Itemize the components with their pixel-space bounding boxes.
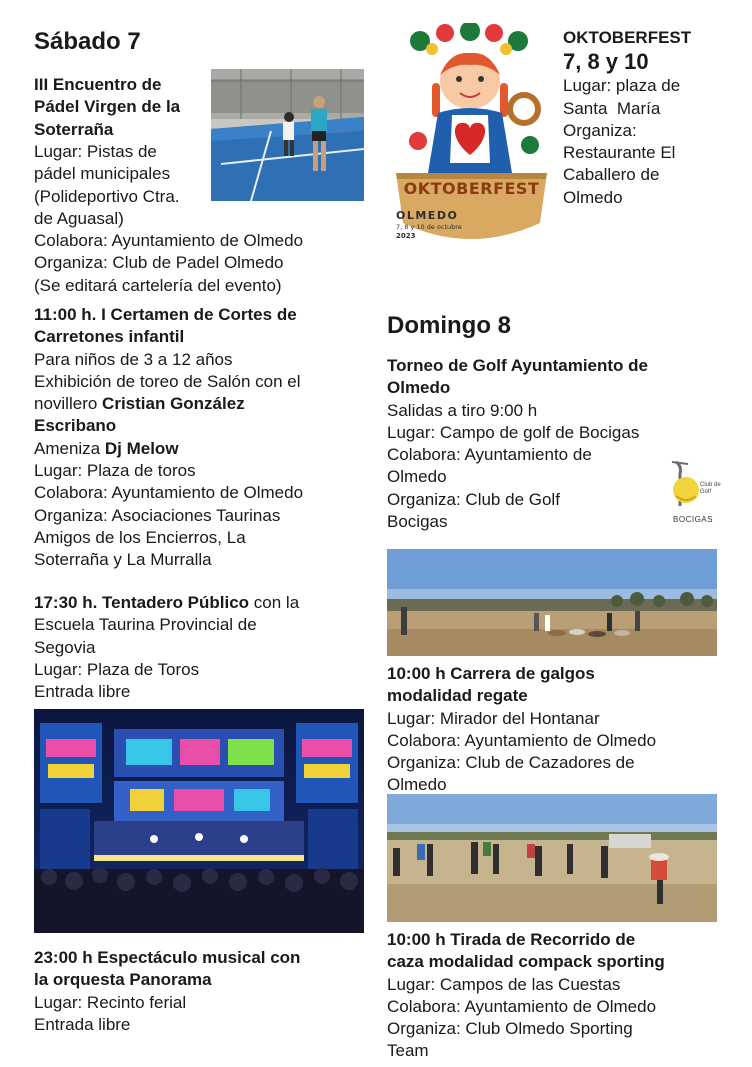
oktoberfest-title: OKTOBERFEST — [563, 28, 692, 47]
padel-title-line: III Encuentro de — [34, 75, 162, 94]
galgos-detail-line: Lugar: Mirador del Hontanar — [387, 708, 600, 728]
carretones-detail-line: Lugar: Plaza de toros — [34, 461, 196, 481]
padel-title-line: Pádel Virgen de la — [34, 97, 181, 117]
galgos-photo — [387, 549, 717, 656]
tirada-detail-line: Team — [387, 1041, 429, 1061]
golf-detail-line: Salidas a tiro 9:00 h — [387, 400, 538, 420]
tentadero-title: 17:30 h. Tentadero Público — [34, 593, 250, 612]
tirada-detail-line: Lugar: Campos de las Cuestas — [387, 974, 621, 994]
galgos-detail-line: Organiza: Club de Cazadores de — [387, 753, 635, 773]
golf-detail-line: Olmedo — [387, 467, 447, 487]
padel-detail-line: Colabora: Ayuntamiento de Olmedo — [34, 231, 304, 251]
poster-city: OLMEDO — [396, 209, 459, 222]
padel-event — [34, 74, 214, 141]
tentadero-detail-line: Lugar: Plaza de Toros — [34, 659, 200, 679]
oktoberfest-detail-line: Restaurante El — [563, 143, 676, 163]
oktoberfest-event — [563, 27, 743, 209]
panorama-title-line: la orquesta Panorama — [34, 970, 212, 990]
tentadero-detail-line: Entrada libre — [34, 682, 131, 702]
carretones-dj-name: Dj Melow — [104, 438, 179, 458]
padel-detail-line: Organiza: Club de Padel Olmedo — [34, 253, 284, 273]
padel-detail-line: (Se editará cartelería del evento) — [34, 275, 282, 295]
golf-detail-line: Colabora: Ayuntamiento de — [387, 445, 592, 465]
padel-photo — [211, 69, 364, 201]
oktoberfest-detail-line: Caballero de — [563, 165, 660, 185]
tirada-detail-line: Colabora: Ayuntamiento de Olmedo — [387, 996, 657, 1016]
concert-photo — [34, 709, 364, 933]
bocigas-name: BOCIGAS — [673, 515, 713, 524]
tentadero-detail-line: Segovia — [34, 637, 96, 657]
carretones-detail-line: Para niños de 3 a 12 años — [34, 349, 233, 369]
tirada-title-line: caza modalidad compack sporting — [387, 952, 665, 972]
padel-detail-line: pádel municipales — [34, 164, 171, 184]
oktoberfest-dates: 7, 8 y 10 — [563, 49, 649, 75]
poster-dates: 7, 8 y 10 de octubre — [396, 223, 462, 231]
carretones-detail-line — [34, 393, 374, 415]
panorama-detail-line: Lugar: Recinto ferial — [34, 992, 187, 1012]
carretones-ameniza-prefix: Ameniza — [34, 438, 105, 458]
carretones-detail-line: Amigos de los Encierros, La — [34, 527, 246, 547]
oktoberfest-detail-line: Olmedo — [563, 187, 623, 207]
golf-detail-line: Lugar: Campo de golf de Bocigas — [387, 422, 640, 442]
oktoberfest-detail-line: Organiza: — [563, 120, 637, 140]
panorama-detail-line: Entrada libre — [34, 1014, 131, 1034]
tentadero-title-rest: con la — [249, 593, 300, 612]
panorama-event — [34, 947, 374, 1036]
day-heading-saturday: Sábado 7 — [34, 28, 141, 55]
carretones-detail-line: Exhibición de toreo de Salón con el — [34, 371, 301, 391]
oktoberfest-detail-line: Santa María — [563, 98, 661, 118]
golf-title-line: Olmedo — [387, 378, 451, 398]
poster-year: 2023 — [396, 232, 416, 240]
galgos-title-line: modalidad regate — [387, 686, 528, 706]
golf-detail-line: Organiza: Club de Golf — [387, 489, 560, 509]
bocigas-logo — [662, 460, 722, 532]
bocigas-club-label: Club de Golf — [700, 482, 721, 495]
carretones-title-line: 11:00 h. I Certamen de Cortes de — [34, 305, 297, 324]
carretones-detail-line: Soterraña y La Murralla — [34, 550, 212, 570]
galgos-title-line: 10:00 h Carrera de galgos — [387, 664, 595, 683]
carretones-novillero-name: Cristian González — [102, 394, 245, 414]
carretones-detail-line: Colabora: Ayuntamiento de Olmedo — [34, 483, 304, 503]
poster-title: OKTOBERFEST — [403, 179, 540, 198]
galgos-detail-line: Colabora: Ayuntamiento de Olmedo — [387, 730, 657, 750]
padel-detail-line: Lugar: Pistas de — [34, 142, 157, 161]
tentadero-event — [34, 592, 374, 703]
galgos-event — [387, 663, 727, 797]
padel-detail-line: de Aguasal) — [34, 208, 124, 228]
oktoberfest-detail-line: Lugar: plaza de — [563, 76, 681, 96]
padel-title-line: Soterraña — [34, 119, 114, 139]
tirada-event — [387, 929, 732, 1063]
carretones-detail-line — [34, 438, 374, 460]
tirada-photo — [387, 794, 717, 922]
carretones-detail-line: Organiza: Asociaciones Taurinas — [34, 505, 281, 525]
tentadero-detail-line: Escuela Taurina Provincial de — [34, 615, 257, 635]
oktoberfest-poster — [390, 23, 553, 255]
carretones-novillero-prefix: novillero — [34, 394, 103, 414]
day-heading-sunday: Domingo 8 — [387, 312, 511, 339]
carretones-event — [34, 304, 374, 572]
panorama-title-line: 23:00 h Espectáculo musical con — [34, 948, 301, 967]
carretones-title-line: Carretones infantil — [34, 327, 185, 347]
padel-detail-line: (Polideportivo Ctra. — [34, 186, 180, 206]
galgos-detail-line: Olmedo — [387, 775, 447, 795]
golf-detail-line: Bocigas — [387, 512, 448, 532]
tentadero-title-line — [34, 592, 374, 614]
golf-title-line: Torneo de Golf Ayuntamiento de — [387, 356, 648, 375]
tirada-title-line: 10:00 h Tirada de Recorrido de — [387, 930, 636, 949]
carretones-novillero-surname: Escribano — [34, 416, 117, 436]
tirada-detail-line: Organiza: Club Olmedo Sporting — [387, 1019, 633, 1039]
